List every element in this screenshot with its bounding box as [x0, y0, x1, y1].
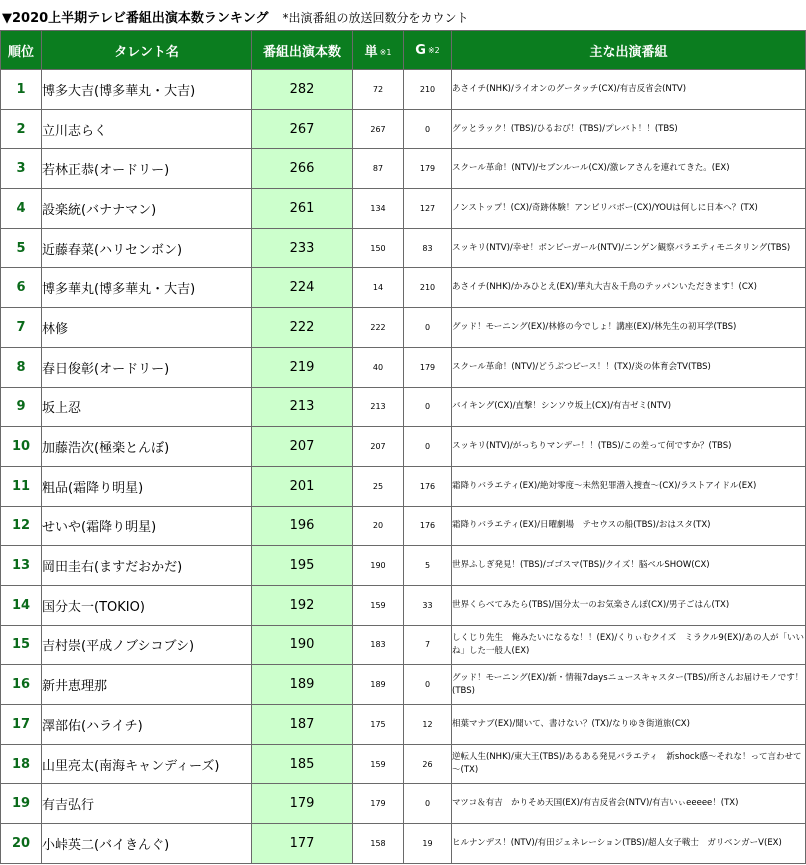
single-appearances: 189	[353, 665, 404, 705]
main-shows: あさイチ(NHK)/ライオンのグータッチ(CX)/有吉反省会(NTV)	[452, 70, 806, 110]
total-appearances: 190	[252, 625, 353, 665]
rank-cell: 20	[1, 824, 42, 864]
main-shows: ヒルナンデス！(NTV)/有田ジェネレーション(TBS)/超人女子戦士 ガリベンガーV(EX)	[452, 824, 806, 864]
talent-name: 吉村崇(平成ノブシコブシ)	[42, 625, 252, 665]
single-appearances: 87	[353, 149, 404, 189]
group-appearances: 19	[404, 824, 452, 864]
table-row	[1, 546, 806, 586]
total-appearances: 222	[252, 308, 353, 348]
group-appearances: 0	[404, 308, 452, 348]
header-row	[1, 31, 806, 70]
total-appearances: 282	[252, 70, 353, 110]
total-appearances: 207	[252, 427, 353, 467]
talent-name: せいや(霜降り明星)	[42, 506, 252, 546]
header-rank: 順位	[1, 31, 42, 70]
table-row	[1, 665, 806, 705]
group-appearances: 210	[404, 70, 452, 110]
single-appearances: 134	[353, 189, 404, 229]
header-g-note: ※2	[427, 45, 440, 55]
main-shows: グッとラック！(TBS)/ひるおび！(TBS)/プレバト！！(TBS)	[452, 109, 806, 149]
table-row	[1, 347, 806, 387]
talent-name: 岡田圭右(ますだおかだ)	[42, 546, 252, 586]
rank-cell: 18	[1, 744, 42, 784]
rank-cell: 5	[1, 228, 42, 268]
main-shows: 霜降りバラエティ(EX)/日曜劇場 テセウスの船(TBS)/おはスタ(TX)	[452, 506, 806, 546]
table-row	[1, 744, 806, 784]
total-appearances: 261	[252, 189, 353, 229]
group-appearances: 0	[404, 427, 452, 467]
total-appearances: 224	[252, 268, 353, 308]
table-row	[1, 824, 806, 864]
main-shows: グッド！モーニング(EX)/林修の今でしょ！講座(EX)/林先生の初耳学(TBS)	[452, 308, 806, 348]
total-appearances: 213	[252, 387, 353, 427]
talent-name: 若林正恭(オードリー)	[42, 149, 252, 189]
single-appearances: 190	[353, 546, 404, 586]
talent-name: 林修	[42, 308, 252, 348]
ranking-table	[0, 30, 806, 864]
header-total: 番組出演本数	[252, 31, 353, 70]
single-appearances: 40	[353, 347, 404, 387]
main-shows: スッキリ(NTV)/幸せ！ボンビーガール(NTV)/ニンゲン観察バラエティモニタリング(TBS)	[452, 228, 806, 268]
rank-cell: 19	[1, 784, 42, 824]
header-single-note: ※1	[379, 47, 392, 57]
main-shows: グッド！モーニング(EX)/新・情報7daysニュースキャスター(TBS)/所さんお届けモノです！(TBS)	[452, 665, 806, 705]
single-appearances: 183	[353, 625, 404, 665]
group-appearances: 179	[404, 149, 452, 189]
table-row	[1, 625, 806, 665]
single-appearances: 179	[353, 784, 404, 824]
main-shows: スッキリ(NTV)/がっちりマンデー！！(TBS)/この差って何ですか？(TBS)	[452, 427, 806, 467]
main-shows: あさイチ(NHK)/かみひとえ(EX)/華丸大吉＆千鳥のテッパンいただきます！(CX)	[452, 268, 806, 308]
talent-name: 有吉弘行	[42, 784, 252, 824]
talent-name: 設楽統(バナナマン)	[42, 189, 252, 229]
table-row	[1, 784, 806, 824]
talent-name: 国分太一(TOKIO)	[42, 585, 252, 625]
total-appearances: 196	[252, 506, 353, 546]
table-row	[1, 387, 806, 427]
main-shows: 相葉マナブ(EX)/聞いて、書けない？(TX)/なりゆき街道旅(CX)	[452, 705, 806, 745]
talent-name: 立川志らく	[42, 109, 252, 149]
header-g-label: G	[415, 42, 426, 58]
talent-name: 山里亮太(南海キャンディーズ)	[42, 744, 252, 784]
group-appearances: 176	[404, 466, 452, 506]
talent-name: 近藤春菜(ハリセンボン)	[42, 228, 252, 268]
total-appearances: 177	[252, 824, 353, 864]
total-appearances: 192	[252, 585, 353, 625]
single-appearances: 222	[353, 308, 404, 348]
group-appearances: 12	[404, 705, 452, 745]
main-shows: バイキング(CX)/直撃！シンソウ坂上(CX)/有吉ゼミ(NTV)	[452, 387, 806, 427]
talent-name: 加藤浩次(極楽とんぼ)	[42, 427, 252, 467]
rank-cell: 1	[1, 70, 42, 110]
rank-cell: 7	[1, 308, 42, 348]
single-appearances: 175	[353, 705, 404, 745]
main-shows: 世界くらべてみたら(TBS)/国分太一のお気楽さんぽ(CX)/男子ごはん(TX)	[452, 585, 806, 625]
talent-name: 春日俊彰(オードリー)	[42, 347, 252, 387]
rank-cell: 9	[1, 387, 42, 427]
rank-cell: 4	[1, 189, 42, 229]
rank-cell: 2	[1, 109, 42, 149]
talent-name: 澤部佑(ハライチ)	[42, 705, 252, 745]
caption	[2, 7, 469, 27]
total-appearances: 195	[252, 546, 353, 586]
table-row	[1, 268, 806, 308]
group-appearances: 179	[404, 347, 452, 387]
single-appearances: 20	[353, 506, 404, 546]
group-appearances: 26	[404, 744, 452, 784]
group-appearances: 5	[404, 546, 452, 586]
total-appearances: 187	[252, 705, 353, 745]
table-row	[1, 466, 806, 506]
header-talent: タレント名	[42, 31, 252, 70]
single-appearances: 159	[353, 585, 404, 625]
rank-cell: 17	[1, 705, 42, 745]
rank-cell: 8	[1, 347, 42, 387]
header-single-label: 単	[364, 44, 378, 60]
total-appearances: 189	[252, 665, 353, 705]
total-appearances: 201	[252, 466, 353, 506]
main-shows: マツコ＆有吉 かりそめ天国(EX)/有吉反省会(NTV)/有吉いぃeeeee！(TX)	[452, 784, 806, 824]
group-appearances: 33	[404, 585, 452, 625]
group-appearances: 7	[404, 625, 452, 665]
rank-cell: 11	[1, 466, 42, 506]
table-row	[1, 585, 806, 625]
group-appearances: 0	[404, 387, 452, 427]
rank-cell: 16	[1, 665, 42, 705]
main-shows: ノンストップ！(CX)/奇跡体験！アンビリバボー(CX)/YOUは何しに日本へ？(TX)	[452, 189, 806, 229]
single-appearances: 14	[353, 268, 404, 308]
talent-name: 坂上忍	[42, 387, 252, 427]
group-appearances: 127	[404, 189, 452, 229]
table-row	[1, 228, 806, 268]
single-appearances: 207	[353, 427, 404, 467]
rank-cell: 15	[1, 625, 42, 665]
rank-cell: 10	[1, 427, 42, 467]
total-appearances: 179	[252, 784, 353, 824]
total-appearances: 233	[252, 228, 353, 268]
table-row	[1, 109, 806, 149]
single-appearances: 213	[353, 387, 404, 427]
header-g	[404, 31, 452, 70]
rank-cell: 3	[1, 149, 42, 189]
talent-name: 小峠英二(バイきんぐ)	[42, 824, 252, 864]
main-shows: 世界ふしぎ発見！(TBS)/ゴゴスマ(TBS)/クイズ！脳ベルSHOW(CX)	[452, 546, 806, 586]
main-shows: しくじり先生 俺みたいになるな！！(EX)/くりぃむクイズ ミラクル9(EX)/あの人が「いいね」した一般人(EX)	[452, 625, 806, 665]
ranking-title: ▼2020上半期テレビ番組出演本数ランキング	[2, 11, 269, 26]
table-row	[1, 70, 806, 110]
counting-note: *出演番組の放送回数分をカウント	[282, 11, 469, 25]
single-appearances: 72	[353, 70, 404, 110]
main-shows: 逆転人生(NHK)/東大王(TBS)/あるある発見バラエティ 新shock感～それな！って言わせて～(TX)	[452, 744, 806, 784]
group-appearances: 176	[404, 506, 452, 546]
talent-name: 新井恵理那	[42, 665, 252, 705]
total-appearances: 219	[252, 347, 353, 387]
talent-name: 博多華丸(博多華丸・大吉)	[42, 268, 252, 308]
table-row	[1, 149, 806, 189]
talent-name: 博多大吉(博多華丸・大吉)	[42, 70, 252, 110]
rank-cell: 6	[1, 268, 42, 308]
header-shows: 主な出演番組	[452, 31, 806, 70]
main-shows: スクール革命！(NTV)/セブンルール(CX)/激レアさんを連れてきた。(EX)	[452, 149, 806, 189]
rank-cell: 13	[1, 546, 42, 586]
table-row	[1, 427, 806, 467]
single-appearances: 159	[353, 744, 404, 784]
group-appearances: 210	[404, 268, 452, 308]
total-appearances: 267	[252, 109, 353, 149]
single-appearances: 158	[353, 824, 404, 864]
group-appearances: 0	[404, 784, 452, 824]
single-appearances: 267	[353, 109, 404, 149]
total-appearances: 266	[252, 149, 353, 189]
talent-name: 粗品(霜降り明星)	[42, 466, 252, 506]
table-row	[1, 189, 806, 229]
table-row	[1, 506, 806, 546]
table-row	[1, 308, 806, 348]
table-row	[1, 705, 806, 745]
rank-cell: 12	[1, 506, 42, 546]
main-shows: スクール革命！(NTV)/どうぶつピース！！(TX)/炎の体育会TV(TBS)	[452, 347, 806, 387]
group-appearances: 0	[404, 665, 452, 705]
single-appearances: 150	[353, 228, 404, 268]
group-appearances: 0	[404, 109, 452, 149]
main-shows: 霜降りバラエティ(EX)/絶対零度～未然犯罪潜入捜査～(CX)/ラストアイドル(EX)	[452, 466, 806, 506]
header-single	[353, 31, 404, 70]
total-appearances: 185	[252, 744, 353, 784]
single-appearances: 25	[353, 466, 404, 506]
rank-cell: 14	[1, 585, 42, 625]
group-appearances: 83	[404, 228, 452, 268]
